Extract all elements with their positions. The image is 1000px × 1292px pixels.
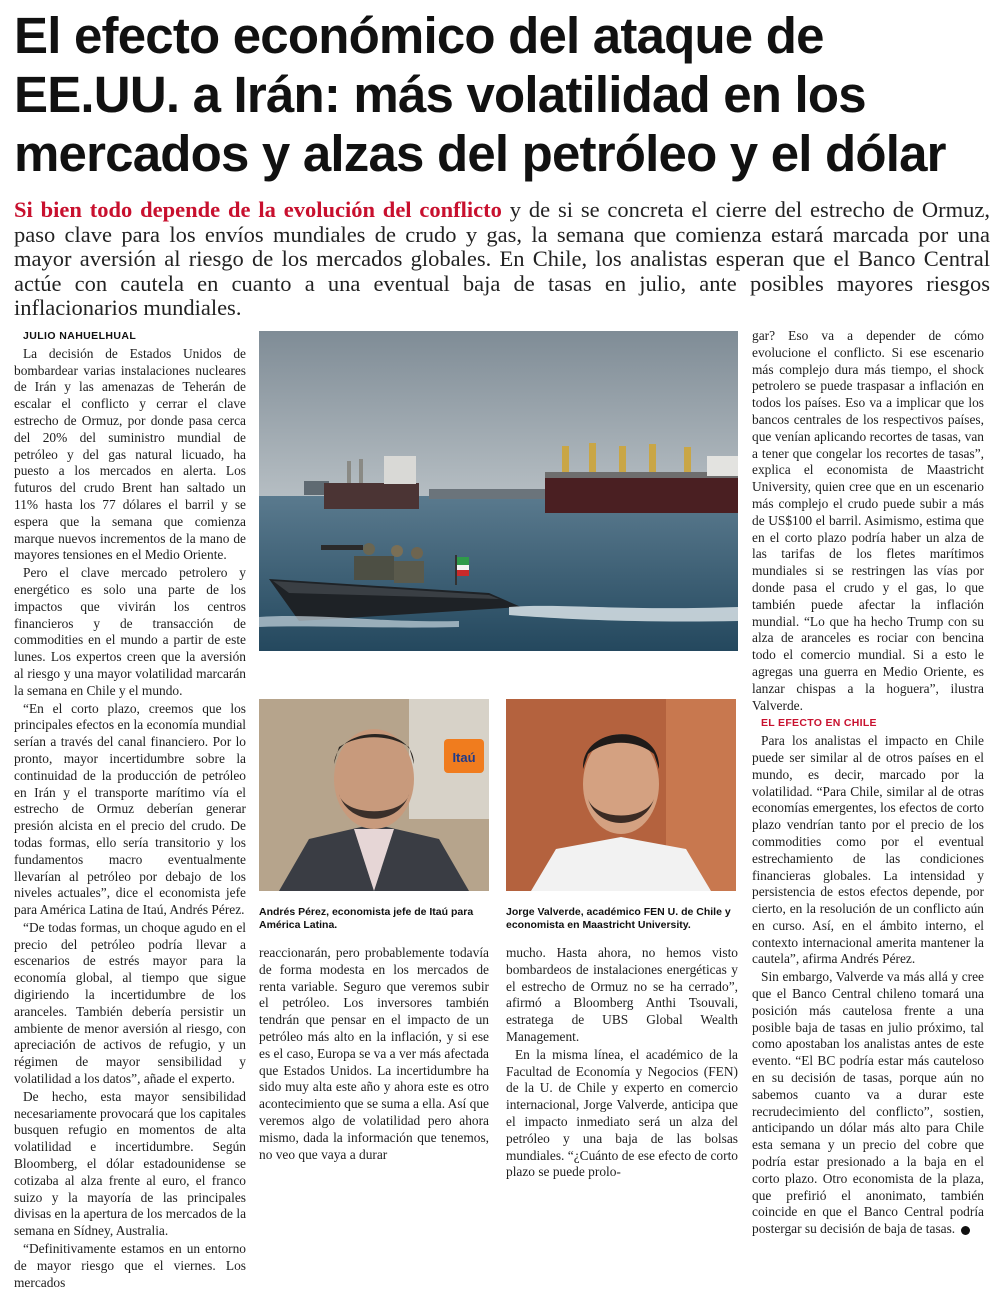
col1-paragraph: La decisión de Estados Unidos de bombardear varias instalaciones nucleares de Irán y las amenazas de Teherán de escalar el conflicto y cerrar el clave estrecho de Ormuz, por donde pasa cerca del 20% del suministro mundial de petróleo y del gas natural licuado, ha puesto a los mercados en alerta. Los futuros del crudo Brent han saltado un 11% hasta los 77 dólares el barril y se espera que la semana que comienza marque nuevos incrementos de la mano de mayores tensiones en el Medio Oriente. <box>14 345 246 563</box>
headline: El efecto económico del ataque de EE.UU. a Irán: más volatilidad en los mercados y alzas del petróleo y el dólar <box>14 7 946 182</box>
col1-paragraph: “De todas formas, un choque agudo en el precio del petróleo podría llevar a escenarios de estrés mayor para la economía global, al tiempo que sigue digiriendo la incertidumbre de los aranceles. También debería persistir un ambiente de menor aversión al riesgo, con apreciación de activos de refugio, y un régimen de mayor sensibilidad y volatilidad a los datos”, añade el experto. <box>14 919 246 1087</box>
photo-andres-perez <box>259 699 489 891</box>
col4-final-text: Sin embargo, Valverde va más allá y cree que el Banco Central chileno tomará una posición más cautelosa frente a una posible baja de tasas en julio próximo, tal como apostaban los analistas antes de este evento. “El BC podría estar más cauteloso en su decisión de tasas, porque aún no sabemos cuanto va a durar este recrudecimiento del conflicto”, sostien, anticipando un dólar más alto para Chile esta semana y un precio del cobre que podría estar presionado a la baja en el corto plazo. Otro economista de la plaza, que prefirió el anonimato, también coincide en que el Banco Central podría postergar su decisión de baja de tasas. <box>752 969 984 1237</box>
col2-paragraph: reaccionarán, pero probablemente todavía de forma modesta en los mercados de renta variable. Seguro que veremos subir el petróleo. Los inversores también tendrán que pensar en el impacto de un petróleo más alto en la inflación, y si ese es el caso, Europa se va a ver más afectada que Estados Unidos. La incertidumbre ha sido muy alta este año y ahora este es otro acontecimiento que se suma a ella. Así que veremos algo de volatilidad pero ahora mismo, dada la información que tenemos, no veo que vaya a durar <box>259 945 489 1162</box>
speedboat-tanker-illustration <box>259 331 738 651</box>
col1-paragraph: Pero el clave mercado petrolero y energético es solo una parte de los impactos que vivirán los centros financieros y de transacción de commodities en el mundo a partir de este lunes. Los expertos creen que la aversión al riesgo y una mayor volatilidad marcarán la semana en Chile y el mundo. <box>14 565 246 698</box>
caption-andres-perez: Andrés Pérez, economista jefe de Itaú para América Latina. <box>259 906 474 931</box>
subhead-efecto-en-chile: EL EFECTO EN CHILE <box>761 717 877 730</box>
article-column-3 <box>506 945 738 1182</box>
article-column-4 <box>752 328 984 1239</box>
col3-paragraph: En la misma línea, el académico de la Facultad de Economía y Negocios (FEN) de la U. de Chile y experto en comercio internacional, Jorge Valverde, anticipa que el impacto inmediato será un alza del petróleo y una baja de las bolsas mundiales. “¿Cuánto de ese efecto de corto plazo se puede prolo- <box>506 1046 738 1180</box>
portrait-andres-perez <box>259 699 489 891</box>
itau-logo-text: Itaú <box>452 750 476 765</box>
lead-highlight: Si bien todo depende de la evolución del conflicto <box>14 197 502 222</box>
end-of-article-icon <box>961 1226 970 1235</box>
article-column-1 <box>14 328 246 1292</box>
col4-paragraph-final <box>752 969 984 1238</box>
col1-paragraph: “Definitivamente estamos en un entorno de mayor riesgo que el viernes. Los mercados <box>14 1241 246 1290</box>
main-photo-speedboat-tankers <box>259 331 738 651</box>
col3-paragraph: mucho. Hasta ahora, no hemos visto bombardeos de instalaciones energéticas y el estrecho de Ormuz no se ha cerrado”, afirmó a Bloomberg Anthi Tsouvali, estratega de UBS Global Wealth Management. <box>506 945 738 1044</box>
col4-paragraph: gar? Eso va a depender de cómo evolucione el conflicto. Si ese escenario más complejo dura más tiempo, el shock petrolero se puede traspasar a inflación en todos los países. Eso va a implicar que los bancos centrales de los respectivos países, que venían aplicando recortes de tasas, van a tener que congelar los recortes de tasas”, explica el economista de Maastricht University, quien cree que en un escenario más complejo el crudo puede subir a más de US$100 el barril. Asimismo, estima que en el corto plazo podría haber un alza de las tarifas de los fletes marítimos mundiales si se restringen las vías por donde pasa el crudo y el gas, lo que también puede afectar la inflación mundial. “Lo que ha hecho Trump con su alza de aranceles es rociar con bencina todo el comercio mundial. Si a esto le agregas una guerra en Medio Oriente, es lanzar chispas a la hoguera”, ilustra Valverde. <box>752 328 984 713</box>
portrait-jorge-valverde <box>506 699 736 891</box>
col1-paragraph: De hecho, esta mayor sensibilidad necesariamente provocará que los capitales busquen refugio en momentos de alta volatilidad e incertidumbre. Según Bloomberg, el dólar estadounidense se cotizaba al alza frente al euro, el franco suizo y la mayoría de las principales divisas en la apertura de los mercados de la semana en Sídney, Australia. <box>14 1088 247 1239</box>
byline: JULIO NAHUELHUAL <box>23 330 137 342</box>
lead-text: y de si se concreta el cierre del estrecho de Ormuz, paso clave para los envíos mundiales de crudo y gas, la semana que comienza estará marcada por una mayor aversión al riesgo de los mercados globales. En Chile, los analistas esperan que el Banco Central actúe con cautela en cuanto a una eventual baja de tasas en julio, ante posibles mayores riesgos inflacionarios mundiales. <box>14 197 990 320</box>
article-column-2 <box>259 945 489 1164</box>
caption-jorge-valverde: Jorge Valverde, académico FEN U. de Chile y economista en Maastricht University. <box>506 906 731 931</box>
col4-paragraph: Para los analistas el impacto en Chile puede ser similar al de otros países en el mundo, es decir, marcado por la volatilidad. “Para Chile, similar al de otras economías emergentes, los efectos de corto plazo vendrían tanto por el precio de los commodities como por el eventual estrechamiento de las condiciones financieras globales. La intensidad y persistencia de estos efectos depende, por cierto, en la resolución de un conflicto aún en curso. Así, en el ámbito interno, el contexto internacional amerita mantener la cautela”, afirma Andrés Pérez. <box>752 733 984 967</box>
photo-jorge-valverde <box>506 699 736 891</box>
col1-paragraph: “En el corto plazo, creemos que los principales efectos en la economía mundial serían a través del canal financiero. Por lo pronto, mayor incertidumbre sobre la continuidad de la producción de petróleo en Irán y el transporte marítimo vía el estrecho de Ormuz deberían generar presión alcista en el precio del crudo. De todas formas, ello sería transitorio y los fundamentos macro eventualmente llevarían al petróleo por debajo de los niveles actuales”, dice el economista jefe para América Latina de Itaú, Andrés Pérez. <box>14 700 246 918</box>
lead-paragraph <box>14 198 990 321</box>
